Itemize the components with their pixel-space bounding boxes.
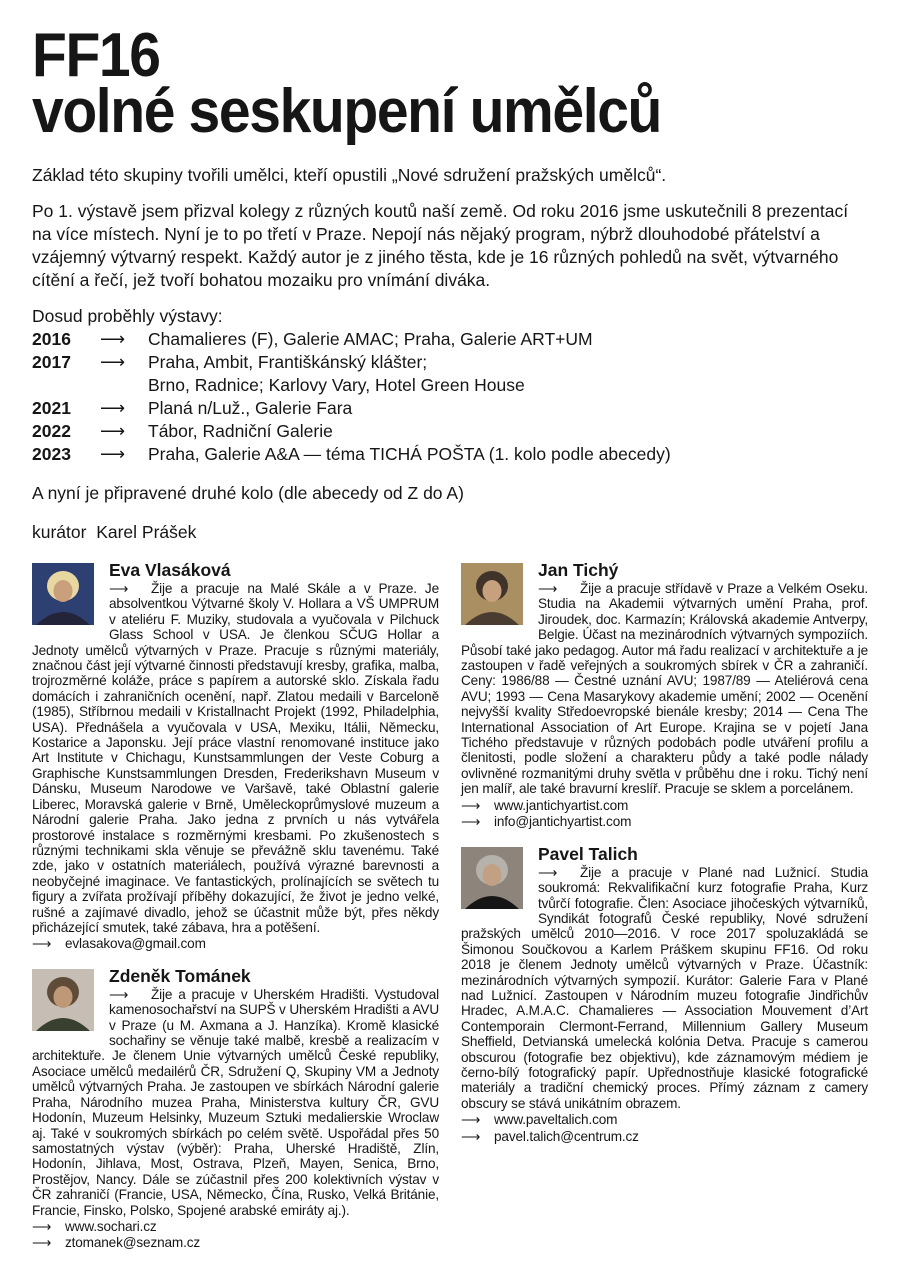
artist-link[interactable] (461, 814, 868, 831)
exhibition-year: 2022 (32, 421, 71, 441)
exhibition-venue: Praha, Galerie A&A — téma TICHÁ POŠTA (1. kolo podle abecedy) (148, 444, 671, 464)
artist-link[interactable] (32, 1235, 439, 1252)
artist-bio-text: Žije a pracuje v Plané nad Lužnicí. Studia soukromá: Rekvalifikační kurz fotografie Praha, Kurz tvůrčí fotografie. Člen: Asociace jihočeských výtvarníků, Syndikát fotografů České republiky, Nové sdružení pražských umělců 2010—2016. V roce 2017 spoluzakládá se Šimonou Součkovou a Karlem Práškem skupinu FF16. Od roku 2018 je členem Jednoty umělců výtvarných v Praze. Účastník: mezinárodních výtvarných sympozií. Kurátor: Galerie Fara v Plané nad Lužnicí. Zastoupen v Národním muzeu fotografie Jindřichův Hradec, A.M.A.C. Chamalieres — Association Mouvement d’Art Contemporain Clermont-Ferrand, Millennium Gallery Museum Sheffield, Detvianská umelecká kolónia Detva. Pracuje s camerou obscurou (fotografie bez objektivu), kde záznamovým médiem je černo-bílý fotografický papír. Upřednostňuje klasické fotografické materiály a tradiční chemický proces. Přímý záznam z camery obscury se stává unikátním obrazem. (461, 864, 868, 1111)
artist-links (461, 1112, 868, 1145)
artist-photo (461, 847, 523, 909)
artist-links (32, 1219, 439, 1252)
arrow-icon: ⟶ (461, 1112, 481, 1128)
artist-bio-text: Žije a pracuje na Malé Skále a v Praze. Je absolventkou Výtvarné školy V. Hollara a VŠ UMPRUM v ateliéru F. Muziky, studovala a vyučovala v Pilchuck Glass School v USA. Je členkou SČUG Hollar a Jednoty umělců výtvarných v Praze. Pracuje s různými materiály, značnou část její výtvarné činnosti představují kresby, grafika, malba, trojrozměrné koláže, práce s papírem a autorské sklo. Získala řadu domácích i zahraničních ocenění, např. Zlatou medaili v Barceloně (1985), Stříbrnou medaili v Kristallnacht Projekt (1992, Philadelphia, USA). Přednášela a vyučovala v USA, Mexiku, Itálii, Německu, Kostarice a Japonsku. Její práce vlastní renomované instituce jako Art Institute v Chichagu, Kunstsammlungen der Veste Coburg a Graphische Kunstsammlungen Dresden, Frederikshavn Museum v Dánsku, Museum Narodowe ve Varšavě, také Oblastní galerie Liberec, Moravská galerie v Brně, Uměleckoprůmyslové muzeum a Národní galerie Praha. Jako jedna z prvních u nás vytvářela prostorové instalace s rozměrnými kresbami. Po zkušenostech s různými technikami skla věnuje se převážně sklu tavenému. Také zde, jako v ostatních materiálech, používá výrazné barevnosti a neobyčejné imaginace. Ve fantastických, prolínajících se světech tu figury a zvířata prožívají příběhy dokazující, že život je jedno velké, rušné a zajímavé divadlo, jehož se účastnit může být, přes někdy přicházející smutek, také zábava, hra a potěšení. (32, 581, 439, 935)
intro-text: Základ této skupiny tvořili umělci, kteří opustili „Nové sdružení pražských umělců“. (32, 165, 667, 185)
page-title (32, 21, 868, 146)
next-round-text: A nyní je připravené druhé kolo (dle abecedy od Z do A) (32, 483, 464, 503)
artist-name: Jan Tichý (538, 560, 619, 580)
title-line-2: volné seskupení umělců (32, 77, 662, 146)
artist-email[interactable]: info@jantichyartist.com (494, 814, 632, 830)
artist-links (461, 798, 868, 831)
arrow-icon: ⟶ (461, 797, 481, 813)
exhibition-row (32, 351, 868, 374)
artists-column-left (32, 560, 439, 1265)
artist-email[interactable]: pavel.talich@centrum.cz (494, 1128, 639, 1144)
artist-website[interactable]: www.jantichyartist.com (494, 797, 629, 813)
exhibition-venue: Tábor, Radniční Galerie (148, 421, 333, 441)
artist-email[interactable]: evlasakova@gmail.com (65, 936, 206, 952)
arrow-icon: ⟶ (461, 814, 481, 830)
artist-link[interactable] (32, 936, 439, 953)
exhibition-year: 2023 (32, 444, 71, 464)
exhibition-row (32, 328, 868, 351)
artist-card-eva-vlasakova (32, 560, 439, 953)
exhibition-row (32, 420, 868, 443)
artist-photo (32, 969, 94, 1031)
artist-bio-text: Žije a pracuje střídavě v Praze a Velkém Oseku. Studia na Akademii výtvarných umění Praha, prof. Jiroudek, doc. Karmazín; Královská akademie Antverpy, Belgie. Účast na mezinárodních výtvarných sympoziích. Působí také jako pedagog. Autor má řadu realizací v architektuře a je zastoupen v řadě veřejných a soukromých sbírek v ČR a zahraničí. Ceny: 1986/88 — Čestné uznání AVU; 1987/89 — Ateliérová cena AVU; 1993 — Cena Masarykovy akademie umění; 2002 — Ocenění nejvyšší kvality Středoevropské bienále kresby; 2014 — Cena The International Association of Art Europe. Krajina se v pojetí Jana Tichého představuje v různých podobách podle utváření profilu a členitosti, podle složení a charakteru půdy a také podle nálady ovlivněné rozmanitými druhy světla v průběhu dne i roku. Tichý není jen malíř, ale také bravurní kreslíř. Pracuje se sklem a porcelánem. (461, 581, 868, 797)
arrow-icon: ⟶ (100, 329, 126, 349)
arrow-icon: ⟶ (32, 936, 52, 952)
artist-website[interactable]: www.sochari.cz (65, 1218, 157, 1234)
exhibition-venue: Brno, Radnice; Karlovy Vary, Hotel Green House (148, 375, 525, 395)
exhibitions-heading: Dosud proběhly výstavy: (32, 306, 223, 326)
exhibition-venue: Planá n/Luž., Galerie Fara (148, 398, 353, 418)
artist-website[interactable]: www.paveltalich.com (494, 1112, 618, 1128)
arrow-icon: ⟶ (32, 1218, 52, 1234)
arrow-icon: ⟶ (32, 1235, 52, 1251)
artist-card-pavel-talich (461, 844, 868, 1146)
exhibition-venue: Chamalieres (F), Galerie AMAC; Praha, Galerie ART+UM (148, 329, 593, 349)
arrow-icon: ⟶ (100, 352, 126, 372)
arrow-icon: ⟶ (109, 986, 129, 1002)
exhibition-row (32, 443, 868, 466)
arrow-icon: ⟶ (109, 581, 129, 596)
artist-photo (32, 563, 94, 625)
curator-line: kurátor Karel Prášek (32, 522, 197, 542)
arrow-icon: ⟶ (100, 398, 126, 418)
arrow-icon: ⟶ (461, 1128, 481, 1144)
artist-photo (461, 563, 523, 625)
exhibition-year: 2016 (32, 329, 71, 349)
exhibition-venue: Praha, Ambit, Františkánský klášter; (148, 352, 428, 372)
artist-email[interactable]: ztomanek@seznam.cz (65, 1235, 201, 1251)
exhibition-year: 2017 (32, 352, 71, 372)
artists-grid (32, 560, 868, 1265)
artist-name: Eva Vlasáková (109, 560, 231, 580)
exhibition-year: 2021 (32, 398, 71, 418)
title-line-1: FF16 (32, 21, 160, 90)
artist-bio-text: Žije a pracuje v Uherském Hradišti. Vystudoval kamenosochařství na SUPŠ v Uherském Hradišti a AVU v Praze (u M. Axmana a J. Hanzíka). Kromě klasické sochařiny se věnuje také malbě, kresbě a realizacím v architektuře. Je členem Unie výtvarných umělců České republiky, Asociace umělců medailérů ČR, Sdružení Q, Skupiny VM a Jednoty umělců výtvarných Praha. Je zastoupen ve sbírkách Národní galerie Praha, Národního muzea Praha, Ministerstva kultury ČR, GVU Hodonín, Muzeum Helsinky, Muzeum Sztuki medalierskie Wroclaw aj. Také v soukromých sbírkách po celém světě. Uspořádal přes 50 samostatných výstav (výběr): Praha, Uherské Hradiště, Zlín, Hodonín, Jihlava, Most, Ostrava, Plzeň, Mayen, Senica, Brno, Prostějov, Nancy. Dále se zúčastnil přes 200 kolektivních výstav v ČR zahraničí (Francie, USA, Německo, Čína, Rusko, Velká Británie, Francie, Finsko, Polsko, Spojené arabské emiráty aj.). (32, 986, 439, 1218)
artist-link[interactable] (461, 1112, 868, 1129)
artist-link[interactable] (461, 798, 868, 815)
exhibition-row-continuation (32, 374, 868, 397)
artist-link[interactable] (32, 1219, 439, 1236)
artist-bio (32, 581, 439, 935)
artist-links (32, 936, 439, 953)
artist-card-zdenek-tomanek (32, 966, 439, 1252)
artist-link[interactable] (461, 1129, 868, 1146)
arrow-icon: ⟶ (100, 444, 126, 464)
exhibition-row (32, 397, 868, 420)
arrow-icon: ⟶ (538, 581, 558, 596)
artist-name: Zdeněk Tománek (109, 965, 251, 986)
exhibitions-list (32, 328, 868, 466)
artist-card-jan-tichy (461, 560, 868, 831)
artist-name: Pavel Talich (538, 843, 638, 864)
artists-column-right (461, 560, 868, 1265)
description-paragraph: Po 1. výstavě jsem přizval kolegy z různých koutů naší země. Od roku 2016 jsme uskutečnili 8 prezentací na více místech. Nyní je to po třetí v Praze. Nepojí nás nějaký program, nýbrž dlouhodobé přátelství a vzájemný výtvarný respekt. Každý autor je z jiného těsta, kde je 16 různých pohledů na svět, výtvarného cítění a řečí, jež tvoří bohatou mozaiku pro vnímání diváka. (32, 201, 849, 290)
arrow-icon: ⟶ (538, 864, 558, 880)
arrow-icon: ⟶ (100, 421, 126, 441)
